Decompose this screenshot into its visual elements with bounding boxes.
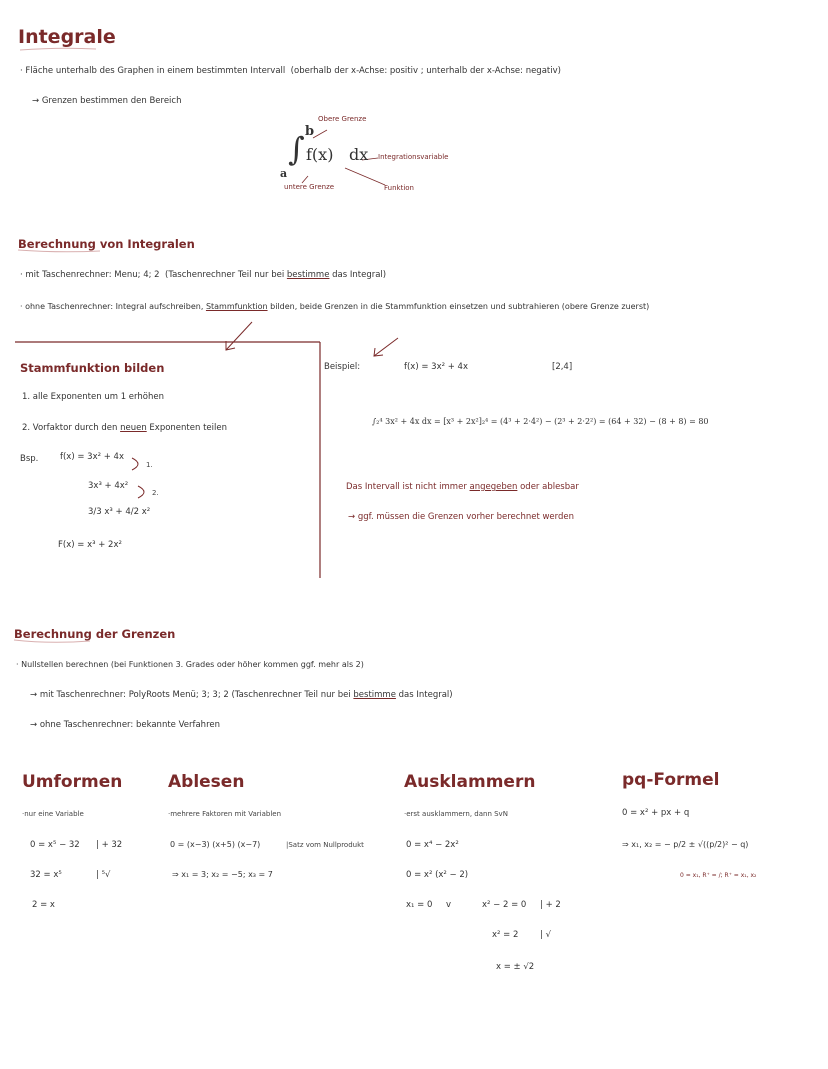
grenzen-heading: Berechnung der Grenzen <box>14 627 176 641</box>
ausklammern-l4op: | √ <box>540 930 551 940</box>
upper-limit-label: Obere Grenze <box>318 115 367 123</box>
pq-heading: pq-Formel <box>622 770 720 790</box>
bsp-line-c: 3/3 x³ + 4/2 x² <box>88 507 151 517</box>
ablesen-l2: ⇒ x₁ = 3; x₂ = −5; x₃ = 7 <box>172 870 273 879</box>
intro-bullet: · Fläche unterhalb des Graphen in einem bestimmten Intervall (oberhalb der x-Achse: positiv ; unterhalb der x-Achse: negativ) <box>20 66 561 76</box>
pq-l2: ⇒ x₁, x₂ = − p/2 ± √((p/2)² − q) <box>622 840 749 849</box>
integral-sign-icon: ∫ <box>288 130 305 168</box>
umformen-l1: 0 = x⁵ − 32 <box>30 840 80 850</box>
ausklammern-l3op: | + 2 <box>540 900 561 910</box>
ausklammern-l1: 0 = x⁴ − 2x² <box>406 840 459 850</box>
lower-limit: a <box>280 167 288 180</box>
upper-limit: b <box>305 124 315 139</box>
pq-note: 0 = x₁, R⁺ = /; R⁺ = x₁, x₂ <box>680 872 757 879</box>
berechnung-line2-a: ohne Taschenrechner: Integral aufschreiben, <box>25 302 204 311</box>
stammfunktion-heading: Stammfunktion bilden <box>20 361 165 375</box>
note1-b: oder ablesbar <box>520 482 579 492</box>
beispiel-note2: → ggf. müssen die Grenzen vorher berechnet werden <box>348 512 575 522</box>
grenzen-line2-b: das Integral) <box>398 690 453 700</box>
grenzen-line2-u: bestimme <box>353 690 396 700</box>
ablesen-heading: Ablesen <box>168 772 245 792</box>
grenzen-line3: → ohne Taschenrechner: bekannte Verfahren <box>30 720 220 730</box>
function-label: Funktion <box>384 184 414 192</box>
grenzen-line1: · Nullstellen berechnen (bei Funktionen 3. Grades oder höher kommen ggf. mehr als 2) <box>16 660 364 669</box>
umformen-l1-op: | + 32 <box>96 840 123 850</box>
beispiel-function: f(x) = 3x² + 4x <box>404 362 468 372</box>
umformen-l2: 32 = x⁵ <box>30 870 62 880</box>
lower-limit-label: untere Grenze <box>284 183 335 191</box>
bsp-line-d: F(x) = x³ + 2x² <box>58 540 122 550</box>
ausklammern-l3v: v <box>446 900 452 910</box>
step2-u: neuen <box>120 423 147 433</box>
ausklammern-desc: ·erst ausklammern, dann SvN <box>404 810 508 818</box>
page-title: Integrale <box>18 26 116 48</box>
berechnung-line1: · mit Taschenrechner: Menu; 4; 2 (Taschenrechner Teil nur bei bestimme das Integral) <box>20 270 387 280</box>
bsp-label: Bsp. <box>20 454 39 464</box>
intro-bullet-text: Fläche unterhalb des Graphen in einem bestimmten Intervall <box>25 66 286 76</box>
berechnung-line1-note-a: (Taschenrechner Teil nur bei <box>165 270 285 280</box>
umformen-l2-op: | ⁵√ <box>96 870 111 880</box>
ausklammern-l4: x² = 2 <box>492 930 519 940</box>
pq-l1: 0 = x² + px + q <box>622 808 690 818</box>
ausklammern-l3b: x² − 2 = 0 <box>482 900 527 910</box>
ausklammern-l5: x = ± √2 <box>496 962 535 972</box>
berechnung-line1-note-b: das Integral) <box>332 270 387 280</box>
ausklammern-l2: 0 = x² (x² − 2) <box>406 870 469 880</box>
beispiel-interval: [2,4] <box>552 362 573 372</box>
beispiel-label: Beispiel: <box>324 362 361 372</box>
beispiel-note1 <box>346 482 579 492</box>
step-mark-1: 1. <box>146 461 153 469</box>
note1-a: Das Intervall ist nicht immer <box>346 482 467 492</box>
umformen-heading: Umformen <box>22 772 123 792</box>
ablesen-desc: ·mehrere Faktoren mit Variablen <box>168 810 282 818</box>
step2-b: Exponenten teilen <box>149 423 227 433</box>
intro-arrow: → Grenzen bestimmen den Bereich <box>32 96 182 106</box>
bsp-line-a: f(x) = 3x² + 4x <box>60 452 124 462</box>
ausklammern-heading: Ausklammern <box>404 772 536 792</box>
ausklammern-l3a: x₁ = 0 <box>406 900 433 910</box>
ablesen-l1-op: |Satz vom Nullprodukt <box>286 841 364 849</box>
beispiel-calc: ∫₂⁴ 3x² + 4x dx = [x³ + 2x²]₂⁴ = (4³ + 2·4²) − (2³ + 2·2²) = (64 + 32) − (8 + 8) = 80 <box>372 417 709 426</box>
umformen-desc: ·nur eine Variable <box>22 810 84 818</box>
intro-arrow-text: Grenzen bestimmen den Bereich <box>41 96 182 106</box>
berechnung-line2-b: bilden, beide Grenzen in die Stammfunktion einsetzen und subtrahieren (obere Grenze zuerst) <box>270 302 650 311</box>
step2-a: 2. Vorfaktor durch den <box>22 423 118 433</box>
grenzen-line2 <box>30 690 453 700</box>
dx: dx <box>349 145 369 164</box>
integrand: f(x) <box>306 145 334 164</box>
ablesen-l1: 0 = (x−3) (x+5) (x−7) <box>170 840 261 849</box>
step-mark-2: 2. <box>152 489 159 497</box>
stammfunktion-step2 <box>22 423 227 433</box>
berechnung-line1-text: mit Taschenrechner: Menu; 4; 2 <box>25 270 160 280</box>
variable-label: Integrationsvariable <box>378 153 449 161</box>
note1-u: angegeben <box>469 482 518 492</box>
berechnung-heading: Berechnung von Integralen <box>18 237 195 251</box>
intro-bullet-note: (oberhalb der x-Achse: positiv ; unterhalb der x-Achse: negativ) <box>290 66 561 76</box>
grenzen-line2-a: → mit Taschenrechner: PolyRoots Menü; 3; 3; 2 (Taschenrechner Teil nur bei <box>30 690 351 700</box>
berechnung-line2-u: Stammfunktion <box>205 302 268 311</box>
stammfunktion-step1: 1. alle Exponenten um 1 erhöhen <box>22 392 164 402</box>
berechnung-line2: · ohne Taschenrechner: Integral aufschreiben, Stammfunktion bilden, beide Grenzen in die Stammfunktion einsetzen und subtrahieren (obere Grenze zuerst) <box>20 302 650 311</box>
bsp-line-b: 3x³ + 4x² <box>88 481 129 491</box>
berechnung-line1-note-u: bestimme <box>286 270 330 280</box>
umformen-l3: 2 = x <box>32 900 55 910</box>
